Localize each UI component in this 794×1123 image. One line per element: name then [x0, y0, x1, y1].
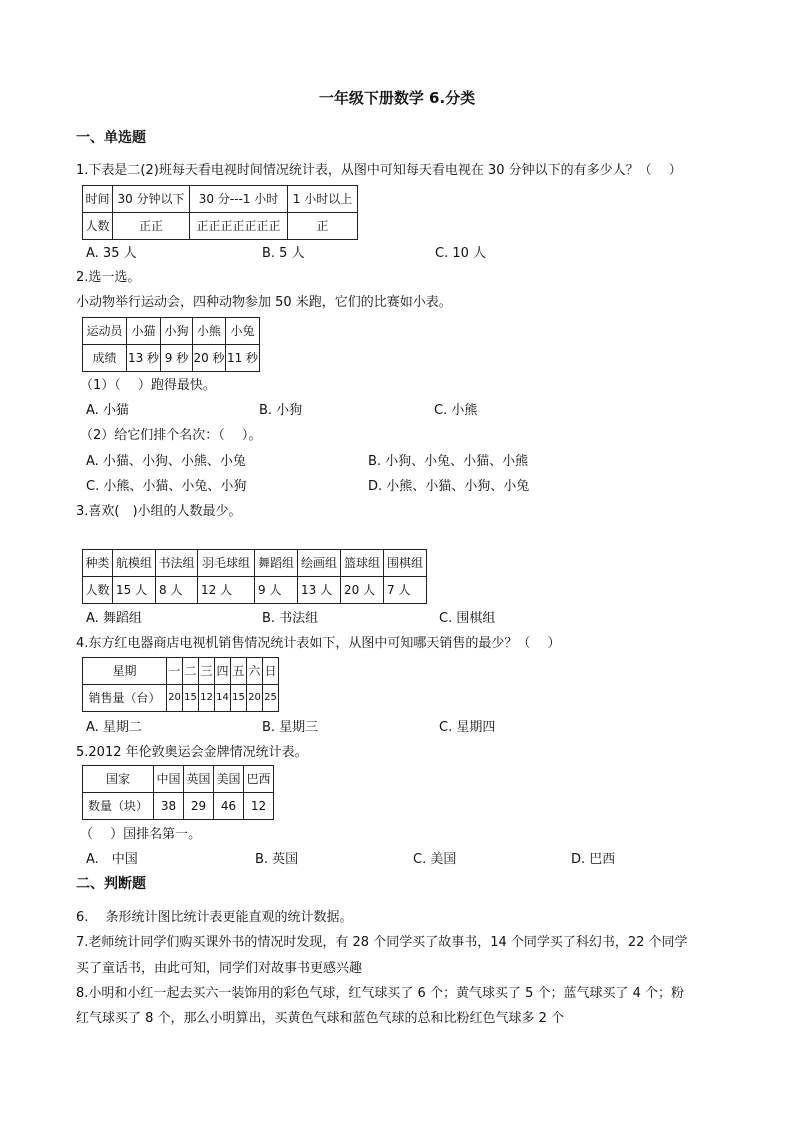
question-5-after: （ ）国排名第一。 [80, 827, 202, 842]
table-cell: 20 [247, 685, 263, 712]
table-cell: 正 [288, 213, 358, 240]
table-row [83, 213, 358, 240]
question-5-option-b[interactable]: B. 英国 [255, 852, 299, 867]
table-row [83, 793, 274, 820]
table-cell: 五 [231, 658, 247, 685]
question-1-option-c[interactable]: C. 10 人 [435, 246, 487, 261]
question-3-option-c[interactable]: C. 围棋组 [439, 611, 496, 626]
table-cell: 38 [154, 793, 184, 820]
table-cell: 成绩 [83, 345, 127, 372]
table-row [83, 345, 260, 372]
question-5-table [82, 765, 274, 820]
table-cell: 30 分---1 小时 [190, 186, 288, 213]
table-cell: 7 人 [384, 577, 427, 604]
table-cell: 30 分钟以下 [113, 186, 190, 213]
question-4-option-a[interactable]: A. 星期二 [86, 720, 142, 735]
question-5-option-c[interactable]: C. 美国 [413, 852, 457, 867]
question-4-option-b[interactable]: B. 星期三 [262, 720, 319, 735]
table-cell: 时间 [83, 186, 113, 213]
question-2-sub2: （2）给它们排个名次：（ ）。 [80, 428, 262, 443]
table-row [83, 658, 279, 685]
question-1-text: 1.下表是二(2)班每天看电视时间情况统计表，从图中可知每天看电视在 30 分钟以下的有多少人？（ ） [76, 163, 682, 178]
table-row [83, 685, 279, 712]
table-cell: 14 [215, 685, 231, 712]
table-cell: 航模组 [113, 550, 156, 577]
table-cell: 美国 [214, 766, 244, 793]
table-cell: 国家 [83, 766, 154, 793]
question-5-option-d[interactable]: D. 巴西 [571, 852, 616, 867]
table-cell: 1 小时以上 [288, 186, 358, 213]
question-3-option-b[interactable]: B. 书法组 [262, 611, 319, 626]
section-heading-single-choice: 一、单选题 [76, 130, 146, 146]
question-3-text: 3.喜欢( )小组的人数最少。 [76, 504, 242, 519]
question-3-option-a[interactable]: A. 舞蹈组 [86, 611, 142, 626]
table-cell: 六 [247, 658, 263, 685]
table-cell: 13 人 [298, 577, 341, 604]
table-cell: 15 人 [113, 577, 156, 604]
table-cell: 篮球组 [341, 550, 384, 577]
question-2-sub2-option-b[interactable]: B. 小狗、小兔、小猫、小熊 [368, 454, 529, 469]
question-2-sub1-option-a[interactable]: A. 小猫 [86, 403, 129, 418]
table-cell: 正正正正正正正 [190, 213, 288, 240]
table-cell: 15 [183, 685, 199, 712]
table-cell: 20 [167, 685, 183, 712]
question-2-sub2-option-d[interactable]: D. 小熊、小猫、小狗、小兔 [368, 479, 530, 494]
table-row [83, 577, 427, 604]
table-cell: 11 秒 [226, 345, 260, 372]
question-2-sub2-option-a[interactable]: A. 小猫、小狗、小熊、小兔 [86, 454, 246, 469]
question-7-line1: 7.老师统计同学们购买课外书的情况时发现，有 28 个同学买了故事书，14 个同学买了科幻书，22 个同学 [76, 935, 688, 950]
table-cell: 绘画组 [298, 550, 341, 577]
table-cell: 二 [183, 658, 199, 685]
question-1-option-a[interactable]: A. 35 人 [86, 246, 137, 261]
table-row [83, 766, 274, 793]
question-2-sub1-option-c[interactable]: C. 小熊 [434, 403, 478, 418]
question-1-option-b[interactable]: B. 5 人 [262, 246, 305, 261]
table-cell: 12 [199, 685, 215, 712]
table-cell: 销售量（台） [83, 685, 167, 712]
table-row [83, 186, 358, 213]
table-cell: 小熊 [193, 318, 226, 345]
table-cell: 日 [263, 658, 279, 685]
table-row [83, 318, 260, 345]
table-row [83, 550, 427, 577]
question-7-line2: 买了童话书，由此可知，同学们对故事书更感兴趣 [76, 961, 363, 976]
table-cell: 运动员 [83, 318, 127, 345]
question-4-option-c[interactable]: C. 星期四 [439, 720, 496, 735]
table-cell: 羽毛球组 [198, 550, 255, 577]
section-heading-true-false: 二、判断题 [76, 876, 146, 892]
table-cell: 数量（块） [83, 793, 154, 820]
table-cell: 英国 [184, 766, 214, 793]
table-cell: 15 [231, 685, 247, 712]
table-cell: 巴西 [244, 766, 274, 793]
question-1-table [82, 185, 358, 240]
table-cell: 9 人 [255, 577, 298, 604]
question-5-option-a[interactable]: A. 中国 [86, 852, 138, 867]
table-cell: 正正 [113, 213, 190, 240]
question-6-text: 6. 条形统计图比统计表更能直观的统计数据。 [76, 910, 353, 925]
table-cell: 小猫 [127, 318, 161, 345]
table-cell: 人数 [83, 213, 113, 240]
table-cell: 25 [263, 685, 279, 712]
table-cell: 46 [214, 793, 244, 820]
question-2-sub1-option-b[interactable]: B. 小狗 [259, 403, 303, 418]
table-cell: 9 秒 [161, 345, 193, 372]
table-cell: 12 人 [198, 577, 255, 604]
table-cell: 星期 [83, 658, 167, 685]
question-3-table [82, 549, 427, 604]
page-title: 一年级下册数学 6.分类 [318, 89, 476, 107]
table-cell: 人数 [83, 577, 113, 604]
table-cell: 四 [215, 658, 231, 685]
table-cell: 一 [167, 658, 183, 685]
table-cell: 舞蹈组 [255, 550, 298, 577]
table-cell: 12 [244, 793, 274, 820]
table-cell: 围棋组 [384, 550, 427, 577]
question-4-table [82, 657, 279, 712]
table-cell: 书法组 [156, 550, 198, 577]
table-cell: 29 [184, 793, 214, 820]
question-2-text: 2.选一选。 [76, 270, 141, 285]
question-8-line2: 红气球买了 8 个，那么小明算出，买黄色气球和蓝色气球的总和比粉红色气球多 2 个 [76, 1011, 565, 1026]
table-cell: 中国 [154, 766, 184, 793]
question-2-sub1: （1）（ ）跑得最快。 [80, 378, 216, 393]
table-cell: 小狗 [161, 318, 193, 345]
table-cell: 小兔 [226, 318, 260, 345]
question-2-table [82, 317, 260, 372]
question-2-sub2-option-c[interactable]: C. 小熊、小猫、小兔、小狗 [86, 479, 247, 494]
question-8-line1: 8.小明和小红一起去买六一装饰用的彩色气球，红气球买了 6 个；黄气球买了 5 个；蓝气球买了 4 个；粉 [76, 986, 685, 1001]
question-4-text: 4.东方红电器商店电视机销售情况统计表如下，从图中可知哪天销售的最少？（ ） [76, 636, 561, 651]
table-cell: 13 秒 [127, 345, 161, 372]
question-5-text: 5.2012 年伦敦奥运会金牌情况统计表。 [76, 745, 308, 760]
table-cell: 三 [199, 658, 215, 685]
question-2-intro: 小动物举行运动会，四种动物参加 50 米跑，它们的比赛如小表。 [76, 295, 452, 310]
table-cell: 种类 [83, 550, 113, 577]
table-cell: 8 人 [156, 577, 198, 604]
table-cell: 20 秒 [193, 345, 226, 372]
table-cell: 20 人 [341, 577, 384, 604]
